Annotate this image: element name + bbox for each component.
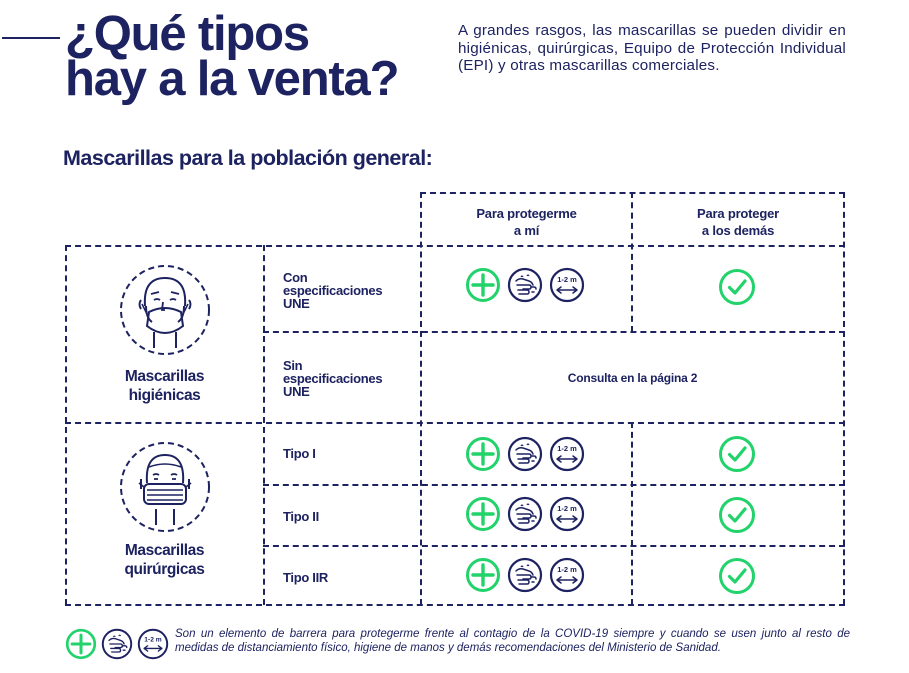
- check-icon: [718, 435, 756, 473]
- row-label-line: Con: [283, 270, 308, 285]
- row-label-sin-une: [283, 359, 382, 398]
- header-protect-me-line-2: a mí: [513, 223, 540, 238]
- hygienic-mask-face-icon: [118, 262, 212, 358]
- plus-icon: [465, 557, 501, 593]
- grid-line: [263, 484, 845, 486]
- distance-icon: [137, 628, 169, 660]
- footnote-text: Son un elemento de barrera para protegerme frente al contagio de la COVID-19 siempre y cuando se usen junto al resto de medidas de distanciamiento físico, higiene de manos y demás recomendaciones del Ministerio de Sanidad.: [175, 628, 850, 654]
- distance-label: 1-2 m: [557, 504, 577, 513]
- distance-label: 1-2 m: [144, 636, 162, 644]
- protect-me-icons: [465, 267, 585, 303]
- grid-line: [65, 604, 845, 606]
- section-subtitle: Mascarillas para la población general:: [63, 146, 433, 170]
- grid-line: [843, 192, 845, 605]
- grid-line: [263, 331, 845, 333]
- header-protect-me-line-1: Para protegerme: [476, 206, 577, 221]
- plus-icon: [465, 436, 501, 472]
- header-protect-others-line-1: Para proteger: [697, 206, 779, 221]
- row-label-line: especificaciones: [283, 283, 383, 298]
- row-label-tipo-ii: Tipo II: [283, 509, 319, 524]
- distance-icon: [549, 267, 585, 303]
- distance-icon: [549, 496, 585, 532]
- page-title-line-2: hay a la venta?: [65, 52, 399, 106]
- category-hygienic-line-2: higiénicas: [128, 387, 201, 404]
- row-label-line: UNE: [283, 296, 310, 311]
- grid-line: [65, 422, 845, 424]
- category-surgical-line-2: quirúrgicas: [124, 561, 205, 578]
- protect-me-icons: [465, 557, 585, 593]
- header-protect-others-line-2: a los demás: [701, 223, 775, 238]
- protect-me-icons: [465, 436, 585, 472]
- footnote-icons: [65, 628, 169, 660]
- check-icon: [718, 557, 756, 595]
- title-rule: [2, 37, 60, 39]
- row-label-line: especificaciones: [283, 371, 383, 386]
- check-icon: [718, 268, 756, 306]
- category-surgical-line-1: Mascarillas: [124, 542, 205, 559]
- hand-wash-icon: [507, 496, 543, 532]
- page-title: [65, 7, 445, 106]
- intro-paragraph: A grandes rasgos, las mascarillas se pueden dividir en higiénicas, quirúrgicas, Equipo de Protección Individual (EPI) y otras mascarillas comerciales.: [458, 22, 846, 74]
- protect-me-icons: [465, 496, 585, 532]
- grid-line: [631, 422, 633, 605]
- plus-icon: [465, 496, 501, 532]
- header-protect-others: [633, 205, 843, 239]
- grid-line: [263, 545, 845, 547]
- grid-line: [263, 245, 265, 605]
- row-label-line: Sin: [283, 358, 303, 373]
- consult-page-note: Consulta en la página 2: [567, 371, 698, 385]
- plus-icon: [65, 628, 97, 660]
- grid-line: [420, 192, 422, 605]
- plus-icon: [465, 267, 501, 303]
- distance-label: 1-2 m: [557, 444, 577, 453]
- row-label-tipo-iir: Tipo IIR: [283, 570, 329, 585]
- hand-wash-icon: [507, 267, 543, 303]
- surgical-mask-face-icon: [118, 439, 212, 535]
- category-hygienic-name: [66, 367, 263, 405]
- row-label-line: UNE: [283, 384, 310, 399]
- category-surgical-name: [66, 541, 263, 579]
- distance-icon: [549, 436, 585, 472]
- hand-wash-icon: [507, 436, 543, 472]
- check-icon: [718, 496, 756, 534]
- row-label-tipo-i: Tipo I: [283, 446, 316, 461]
- distance-label: 1-2 m: [557, 275, 577, 284]
- row-label-con-une: [283, 271, 382, 310]
- category-hygienic-line-1: Mascarillas: [124, 368, 205, 385]
- distance-icon: [549, 557, 585, 593]
- grid-line: [65, 245, 845, 247]
- hand-wash-icon: [507, 557, 543, 593]
- page-title-line-1: ¿Qué tipos: [65, 7, 309, 61]
- header-protect-me: [422, 205, 631, 239]
- distance-label: 1-2 m: [557, 565, 577, 574]
- hand-wash-icon: [101, 628, 133, 660]
